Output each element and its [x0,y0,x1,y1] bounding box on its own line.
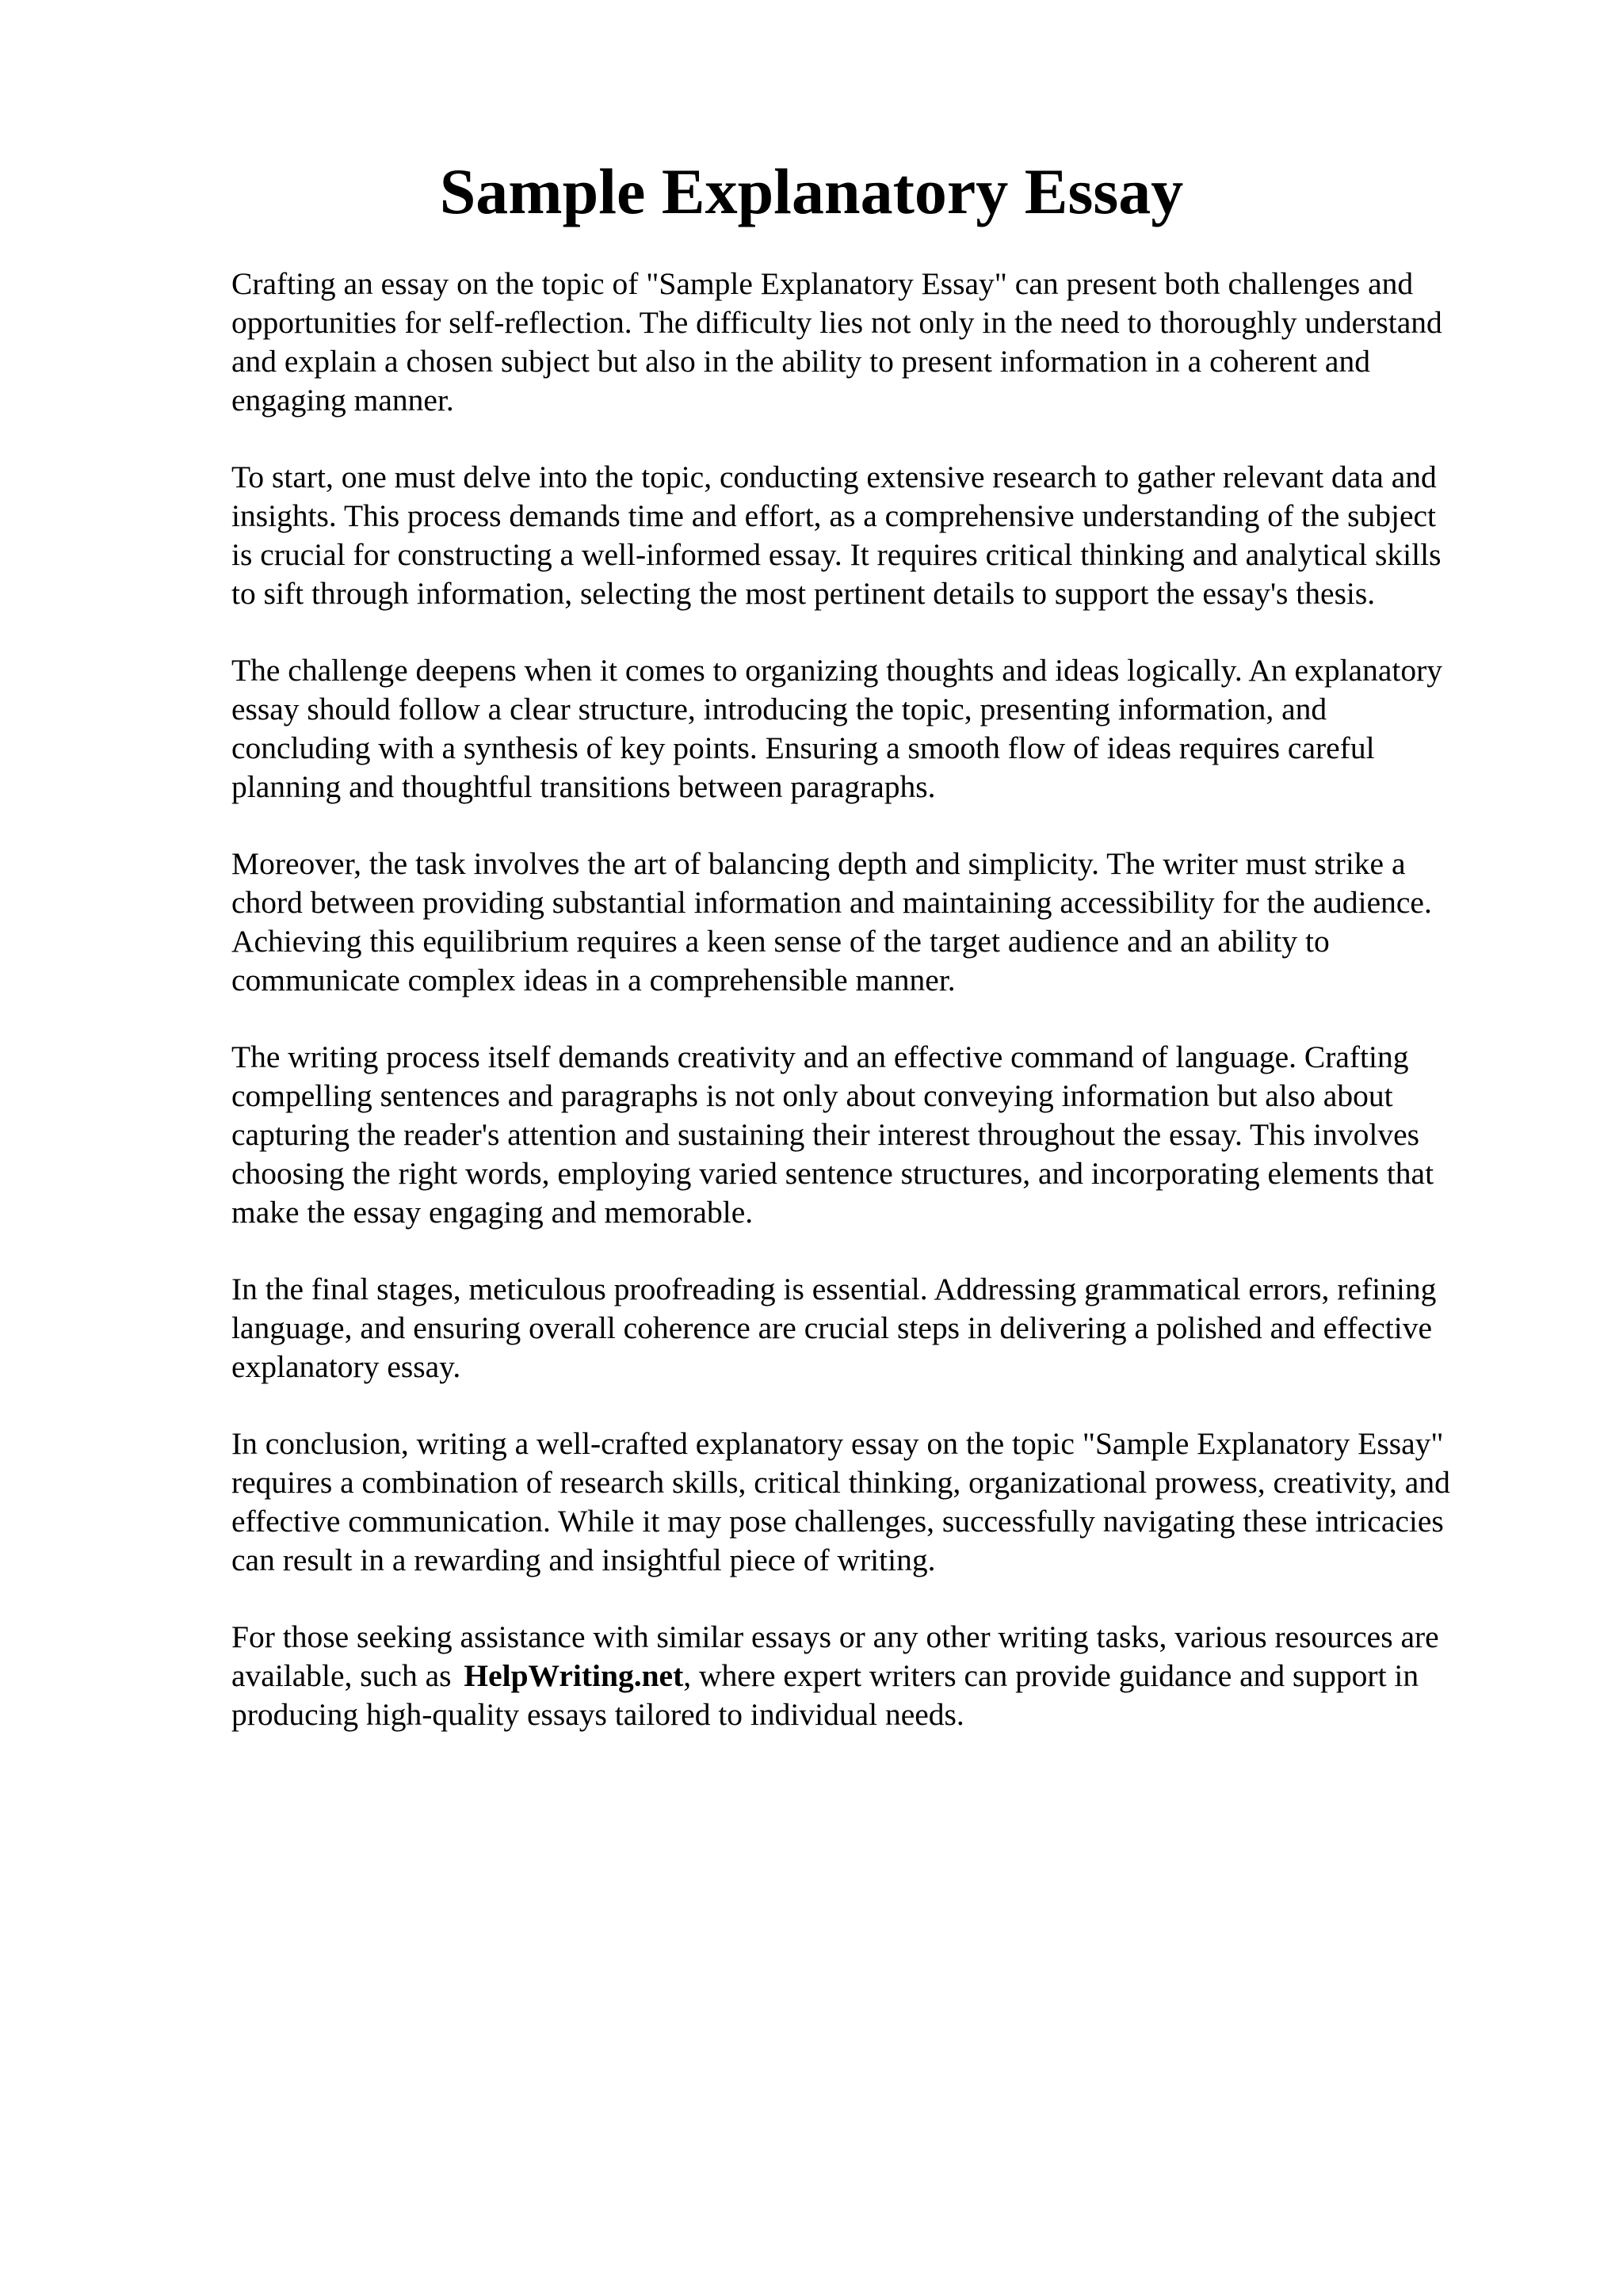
text-line: Achieving this equilibrium requires a keen sense of the target audience and an ability to [231,924,1330,959]
text-line: compelling sentences and paragraphs is not only about conveying information but also about [231,1078,1393,1113]
text-line: can result in a rewarding and insightful piece of writing. [231,1543,936,1577]
text-line: effective communication. While it may pose challenges, successfully navigating these intricacies [231,1504,1444,1539]
paragraph-5 [231,1038,1539,1232]
text-line: requires a combination of research skills, critical thinking, organizational prowess, creativity, and [231,1465,1450,1500]
text-line: For those seeking assistance with similar essays or any other writing tasks, various resources are [231,1619,1439,1654]
text-line: Crafting an essay on the topic of "Sample Explanatory Essay" can present both challenges and [231,266,1414,301]
brand-link[interactable]: HelpWriting.net [464,1658,684,1693]
text-line: capturing the reader's attention and sustaining their interest throughout the essay. This involves [231,1117,1419,1152]
text-line: To start, one must delve into the topic, conducting extensive research to gather relevant data and [231,460,1437,494]
text-line: engaging manner. [231,383,454,418]
paragraph-2 [231,458,1539,613]
text-line: choosing the right words, employing varied sentence structures, and incorporating elements that [231,1156,1434,1191]
paragraph-3 [231,651,1539,807]
text-line: explanatory essay. [231,1349,461,1384]
text-line: essay should follow a clear structure, introducing the topic, presenting information, and [231,692,1327,727]
text-line: planning and thoughtful transitions between paragraphs. [231,769,936,804]
text-line: The challenge deepens when it comes to organizing thoughts and ideas logically. An explanatory [231,653,1443,688]
text-line: communicate complex ideas in a comprehensible manner. [231,963,956,997]
paragraph-closing [231,1618,1539,1734]
document-body [231,265,1539,1772]
text-line: producing high-quality essays tailored to individual needs. [231,1697,964,1732]
text-line: Moreover, the task involves the art of balancing depth and simplicity. The writer must strike a [231,846,1406,881]
text-line: available, such as [231,1658,460,1693]
text-line: and explain a chosen subject but also in the ability to present information in a coherent and [231,344,1370,379]
text-line: In the final stages, meticulous proofreading is essential. Addressing grammatical errors, refining [231,1272,1437,1306]
text-line: The writing process itself demands creativity and an effective command of language. Crafting [231,1039,1409,1074]
paragraph-4 [231,845,1539,1000]
paragraph-7 [231,1425,1539,1580]
text-line: opportunities for self-reflection. The difficulty lies not only in the need to thoroughly understand [231,305,1442,340]
text-line: insights. This process demands time and effort, as a comprehensive understanding of the subject [231,498,1437,533]
text-line: language, and ensuring overall coherence are crucial steps in delivering a polished and effective [231,1310,1432,1345]
text-line: In conclusion, writing a well-crafted explanatory essay on the topic "Sample Explanatory Essay" [231,1426,1444,1461]
text-line: to sift through information, selecting the most pertinent details to support the essay's thesis. [231,576,1376,611]
text-line: make the essay engaging and memorable. [231,1195,754,1230]
paragraph-1 [231,265,1539,420]
text-line: , where expert writers can provide guidance and support in [683,1658,1419,1693]
text-line: is crucial for constructing a well-informed essay. It requires critical thinking and analytical skills [231,537,1442,572]
text-line: concluding with a synthesis of key points. Ensuring a smooth flow of ideas requires careful [231,730,1375,765]
document-title: Sample Explanatory Essay [439,155,1184,227]
paragraph-6 [231,1270,1539,1386]
text-line: chord between providing substantial information and maintaining accessibility for the audience. [231,885,1432,920]
